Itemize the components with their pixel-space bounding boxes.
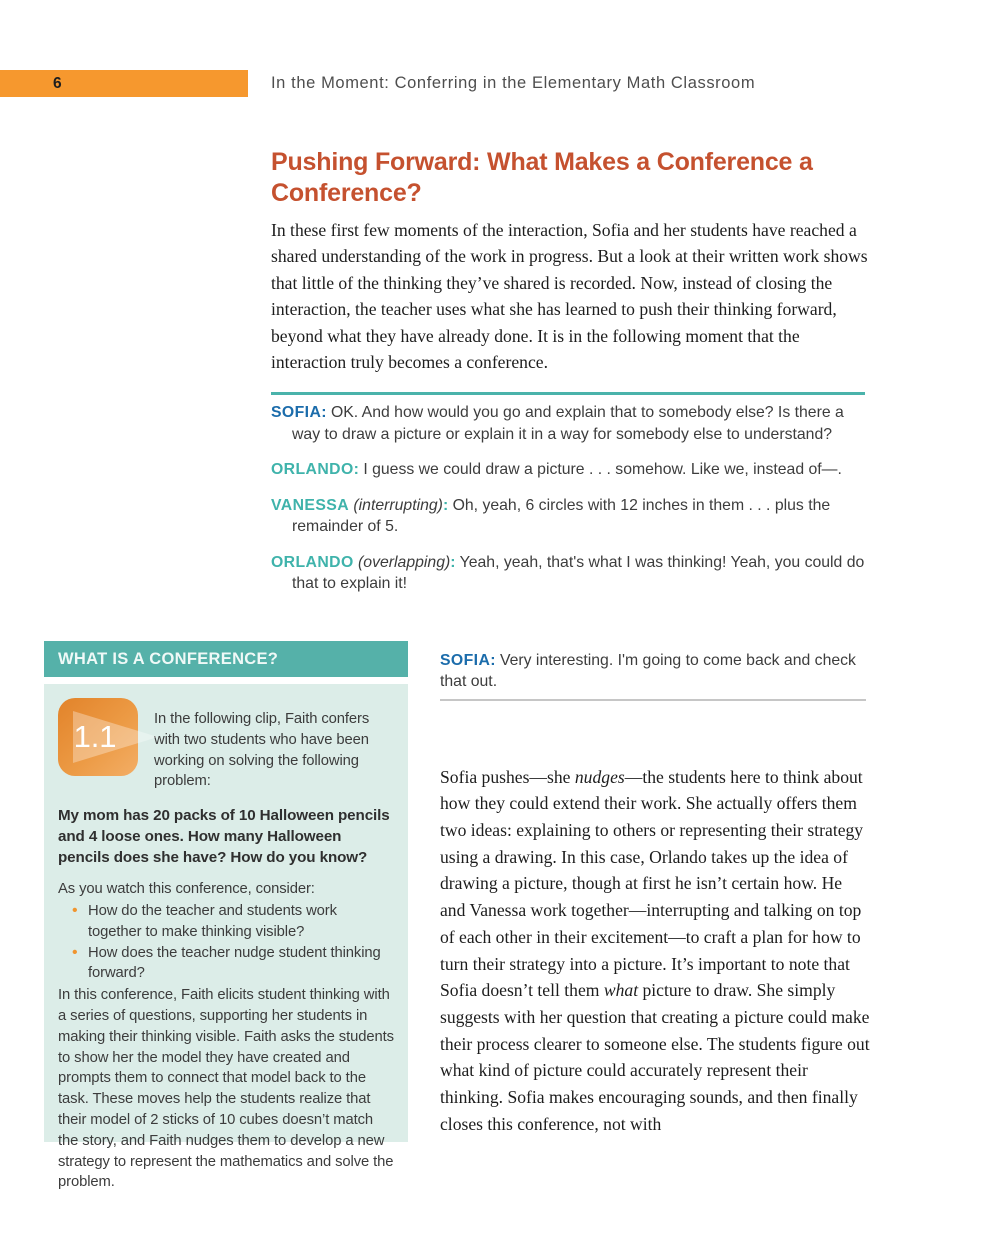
math-problem-text: My mom has 20 packs of 10 Halloween pencils and 4 loose ones. How many Halloween pencils does she have? How do you know? bbox=[58, 807, 390, 867]
dialogue-entry-orlando-1 bbox=[271, 459, 869, 481]
section-heading: Pushing Forward: What Makes a Conference a Conference? bbox=[271, 147, 813, 207]
clip-number: 1.1 bbox=[73, 718, 117, 754]
speaker-name: ORLANDO bbox=[271, 553, 354, 571]
stage-note: (interrupting) bbox=[349, 496, 443, 514]
body-text: Sofia pushes—she bbox=[440, 766, 575, 787]
stage-note: (overlapping) bbox=[353, 553, 451, 571]
speaker-name: SOFIA bbox=[271, 404, 322, 421]
clip-intro-text: In the following clip, Faith confers with two students who have been working on solving the following problem: bbox=[154, 711, 370, 790]
consider-list bbox=[58, 901, 394, 984]
speaker-name: VANESSA bbox=[271, 496, 349, 514]
speaker-colon: : bbox=[321, 404, 327, 421]
dialogue-text: OK. And how would you go and explain that to somebody else? Is there a way to draw a picture or explain it in a way for somebody else to understand? bbox=[292, 404, 844, 443]
sidebar-what-is-a-conference bbox=[44, 641, 408, 1191]
dialogue-bottom-rule bbox=[440, 699, 866, 701]
speaker-name: SOFIA bbox=[440, 651, 491, 669]
video-clip-badge bbox=[58, 698, 154, 776]
sidebar-summary: In this conference, Faith elicits student thinking with a series of questions, supporting her students in making their thinking visible. Faith asks the students to show her the model they have created and prompts them to connect that model back to the task. These moves help the students realize that their model of 2 sticks of 10 cubes doesn’t match the story, and Faith nudges them to develop a new strategy to represent the mathematics and solve the problem. bbox=[58, 987, 394, 1191]
dialogue-text: Oh, yeah, 6 circles with 12 inches in them . . . plus the remainder of 5. bbox=[292, 496, 831, 535]
dialogue-entry-sofia-1 bbox=[271, 402, 869, 445]
body-text: picture to draw. She simply suggests with her question that creating a picture could make their process clearer to someone else. The students figure out what kind of picture could accurately represent their thinking. Sofia makes encouraging sounds, and then finally closes this conference, not with bbox=[440, 980, 870, 1134]
body-text-italic: nudges bbox=[574, 766, 625, 787]
dialogue-entry-orlando-2 bbox=[271, 552, 869, 595]
page-number: 6 bbox=[53, 75, 62, 92]
watch-prompt: As you watch this conference, consider: bbox=[58, 881, 315, 898]
body-text-italic: what bbox=[603, 980, 639, 1001]
body-paragraph bbox=[440, 764, 870, 1138]
speaker-colon: : bbox=[442, 496, 449, 514]
speaker-colon: : bbox=[353, 461, 359, 478]
video-clip-row bbox=[58, 698, 394, 792]
speaker-name: ORLANDO bbox=[271, 461, 354, 478]
dialogue-text: I guess we could draw a picture . . . somehow. Like we, instead of—. bbox=[363, 461, 842, 478]
intro-paragraph: In these first few moments of the interaction, Sofia and her students have reached a shared understanding of the work in progress. But a look at their written work shows that little of the thinking they’ve shared is recorded. Now, instead of closing the interaction, the teacher uses what she has learned to push their thinking forward, beyond what they have already done. It is in the following moment that the interaction truly becomes a conference. bbox=[271, 219, 868, 373]
running-head: In the Moment: Conferring in the Elementary Math Classroom bbox=[271, 74, 756, 92]
consider-bullet: • How do the teacher and students work together to make thinking visible? bbox=[72, 901, 394, 943]
sidebar-title: WHAT IS A CONFERENCE? bbox=[44, 641, 408, 677]
dialogue-transcript bbox=[271, 402, 869, 609]
consider-bullet: • How does the teacher nudge student thinking forward? bbox=[72, 943, 394, 985]
sidebar-body bbox=[44, 684, 408, 1191]
dialogue-top-rule bbox=[271, 392, 865, 395]
dialogue-entry-sofia-closing bbox=[440, 650, 872, 693]
speaker-colon: : bbox=[490, 651, 496, 669]
body-text: —the students here to think about how they could extend their work. She actually offers them two ideas: explaining to others or representing their strategy using a drawing. In this case, Orlando takes up the idea of drawing a picture, though at first he isn’t certain how. He and Vanessa work together—interrupting and talking on top of each other in their excitement—to craft a plan for how to turn their strategy into a picture. It’s important to note that Sofia doesn’t tell them bbox=[440, 766, 864, 1001]
dialogue-entry-vanessa bbox=[271, 495, 869, 538]
speaker-colon: : bbox=[450, 553, 456, 571]
dialogue-text: Very interesting. I'm going to come back and check that out. bbox=[440, 651, 856, 691]
page-number-bar bbox=[0, 70, 248, 97]
dialogue-text: Yeah, yeah, that's what I was thinking! Yeah, you could do that to explain it! bbox=[292, 553, 865, 592]
